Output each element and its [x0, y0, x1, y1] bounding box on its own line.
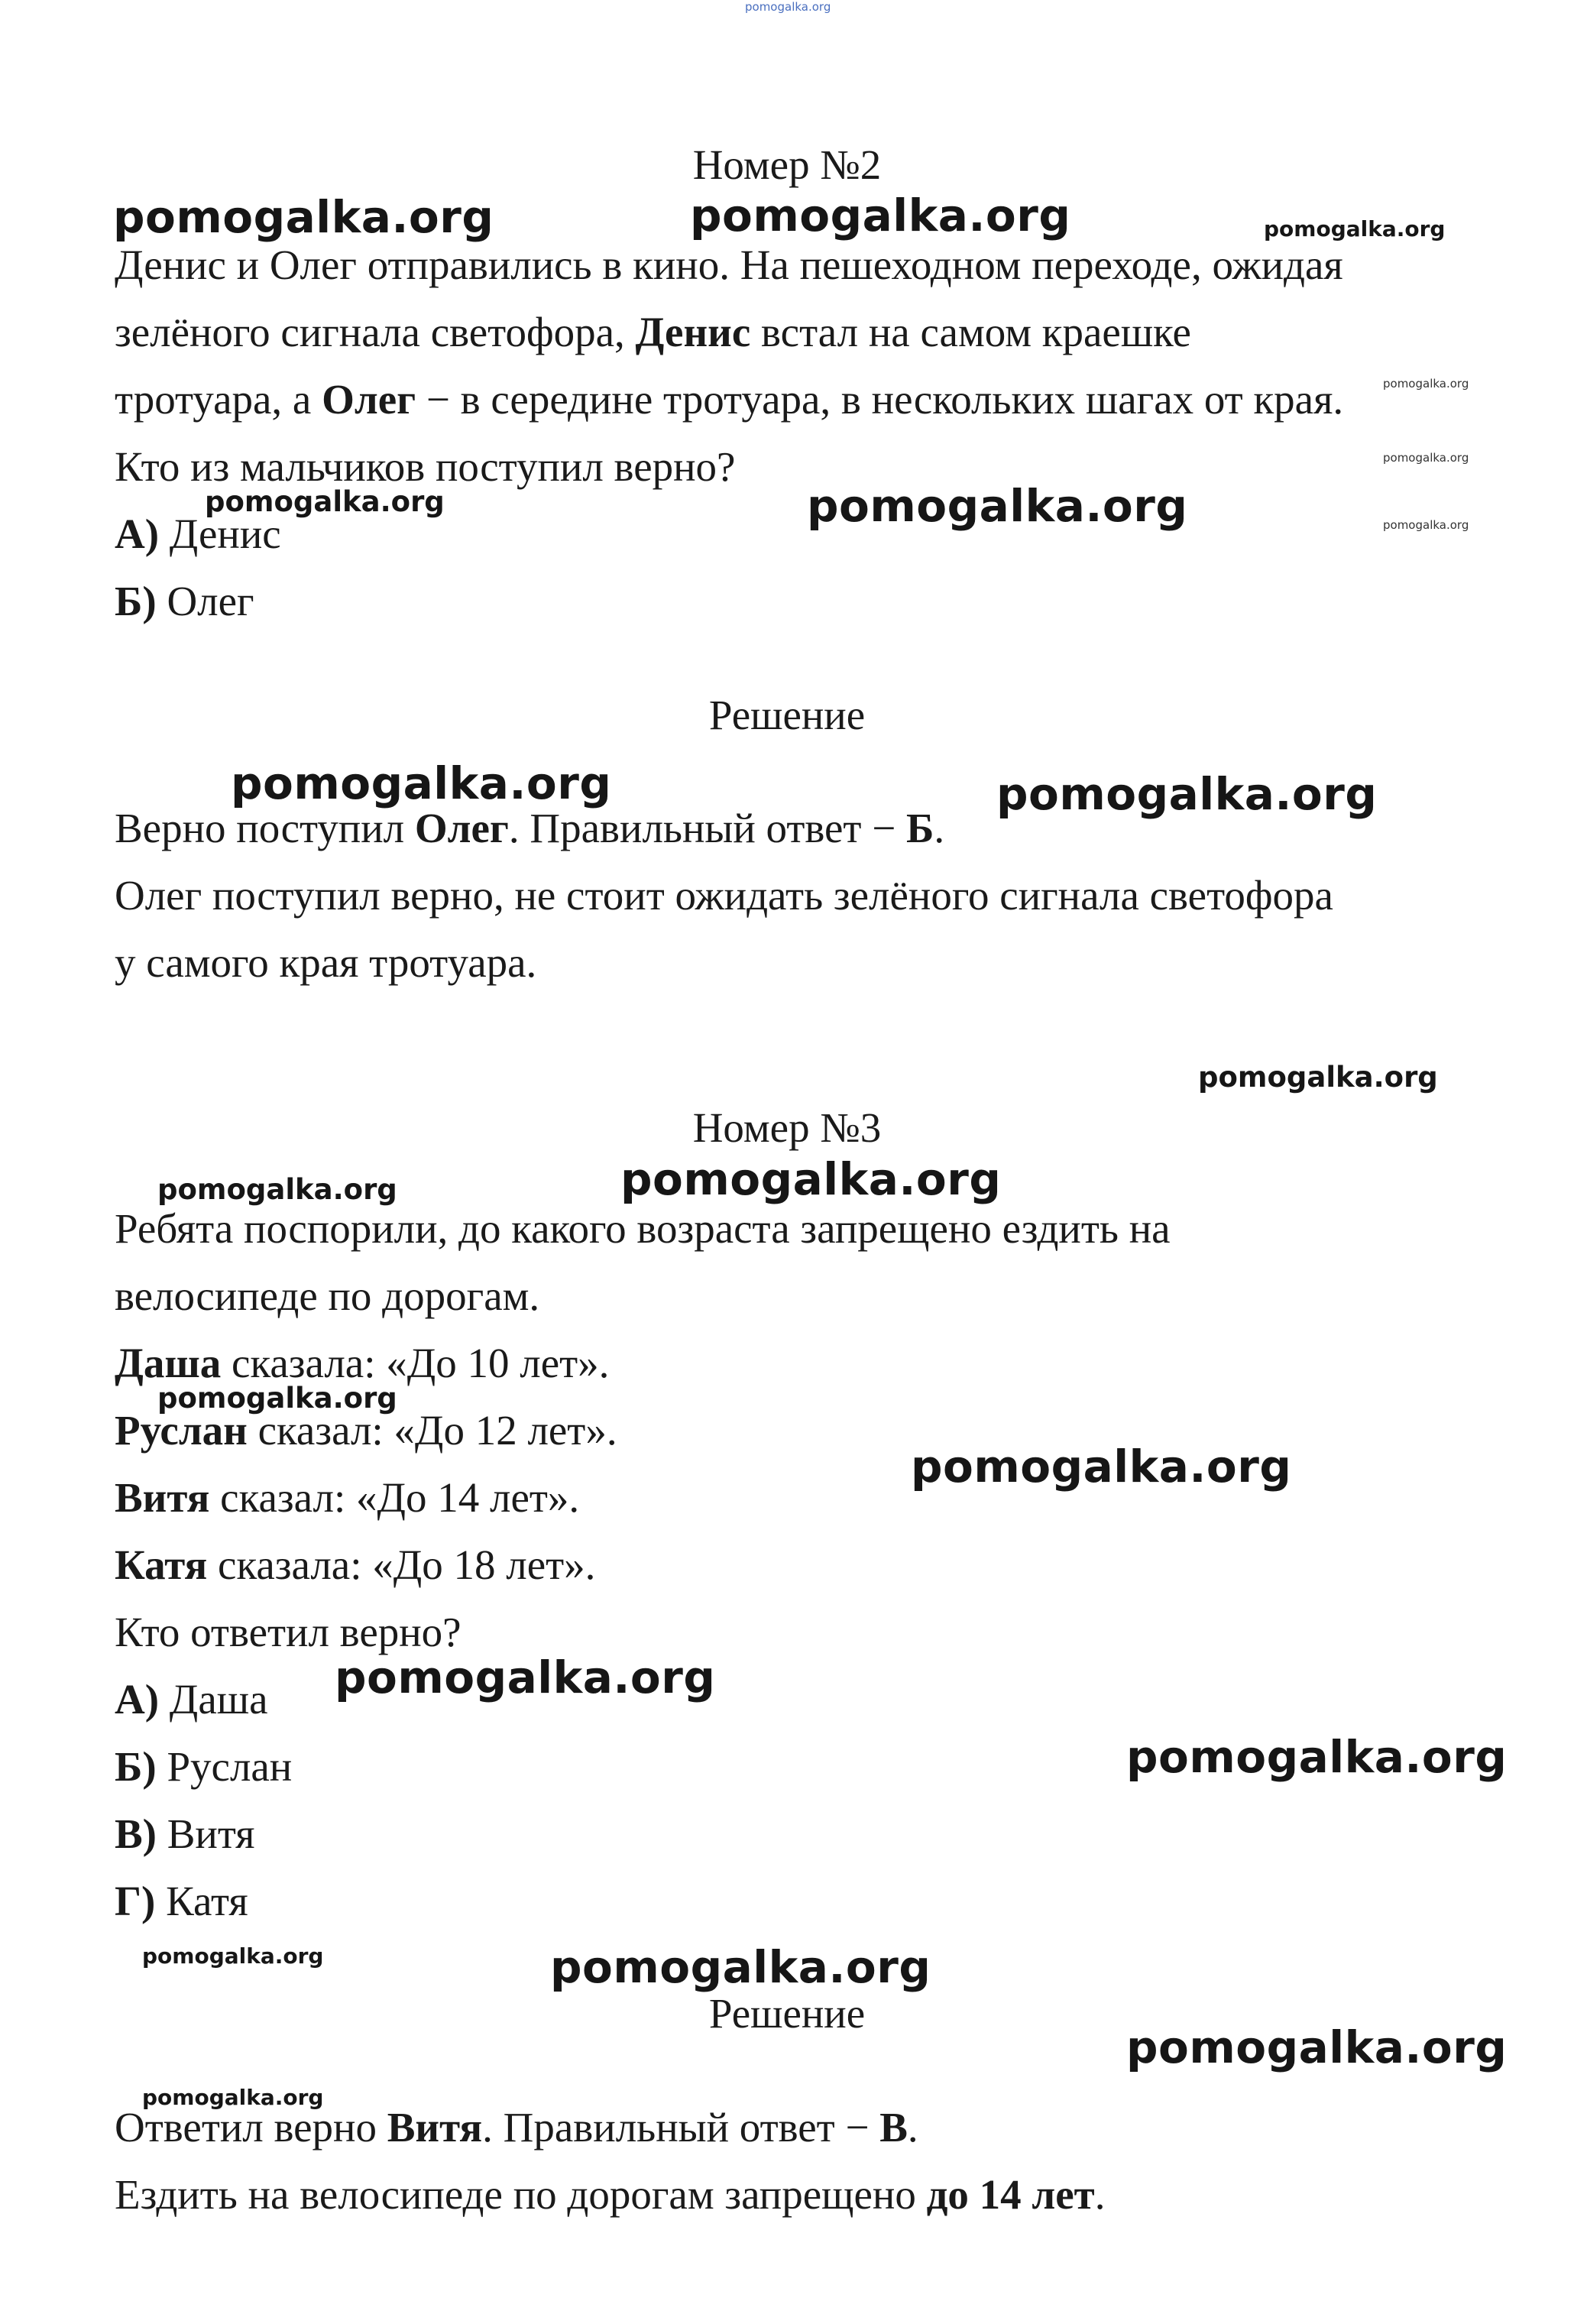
- watermark: pomogalka.org: [620, 1153, 1002, 1205]
- watermark: pomogalka.org: [690, 190, 1071, 241]
- task2-question-line-3: тротуара, а Олег − в середине тротуара, в нескольких шагах от края.: [115, 376, 1344, 423]
- watermark: pomogalka.org: [1383, 451, 1469, 465]
- task3-statement-katya: Катя сказала: «До 18 лет».: [115, 1541, 596, 1588]
- task2-solution-line-2: Олег поступил верно, не стоит ожидать зелёного сигнала светофора: [115, 872, 1333, 919]
- watermark: pomogalka.org: [996, 768, 1378, 820]
- watermark: pomogalka.org: [157, 1173, 397, 1206]
- watermark: pomogalka.org: [157, 1382, 397, 1415]
- task2-title: Номер №2: [692, 141, 882, 188]
- watermark: pomogalka.org: [1126, 2021, 1508, 2073]
- task3-question-line-2: велосипеде по дорогам.: [115, 1272, 540, 1319]
- task3-option-c: В) Витя: [115, 1810, 255, 1857]
- task3-option-b: Б) Руслан: [115, 1743, 293, 1790]
- watermark: pomogalka.org: [113, 191, 494, 243]
- task3-title: Номер №3: [692, 1104, 882, 1151]
- task3-statement-vitya: Витя сказал: «До 14 лет».: [115, 1474, 580, 1521]
- watermark: pomogalka.org: [205, 485, 445, 518]
- task3-statement-dasha: Даша сказала: «До 10 лет».: [115, 1340, 610, 1386]
- watermark: pomogalka.org: [1383, 518, 1469, 532]
- task3-option-a: А) Даша: [115, 1676, 268, 1723]
- watermark: pomogalka.org: [142, 2085, 324, 2110]
- watermark: pomogalka.org: [1264, 216, 1446, 241]
- task3-question-line-1: Ребята поспорили, до какого возраста запрещено ездить на: [115, 1205, 1171, 1252]
- watermark: pomogalka.org: [1383, 377, 1469, 391]
- task2-question-line-4: Кто из мальчиков поступил верно?: [115, 443, 736, 490]
- task2-solution-title: Решение: [708, 692, 866, 738]
- task3-question: Кто ответил верно?: [115, 1609, 462, 1655]
- task2-question-line-2: зелёного сигнала светофора, Денис встал на самом краешке: [115, 309, 1191, 355]
- task2-solution-line-3: у самого края тротуара.: [115, 939, 537, 986]
- watermark: pomogalka.org: [335, 1651, 716, 1703]
- watermark: pomogalka.org: [231, 757, 612, 809]
- watermark: pomogalka.org: [1198, 1061, 1438, 1094]
- watermark: pomogalka.org: [550, 1941, 931, 1993]
- watermark: pomogalka.org: [1126, 1731, 1508, 1783]
- watermark: pomogalka.org: [745, 0, 831, 14]
- watermark: pomogalka.org: [142, 1943, 324, 1969]
- task3-statement-ruslan: Руслан сказал: «До 12 лет».: [115, 1407, 617, 1454]
- task3-solution-line-2: Ездить на велосипеде по дорогам запрещено до 14 лет.: [115, 2171, 1106, 2218]
- task2-question-line-1: Денис и Олег отправились в кино. На пешеходном переходе, ожидая: [115, 241, 1343, 288]
- watermark: pomogalka.org: [807, 480, 1188, 532]
- task3-solution-title: Решение: [708, 1990, 866, 2037]
- task2-option-b: Б) Олег: [115, 578, 254, 624]
- task2-option-a: А) Денис: [115, 511, 281, 557]
- task3-option-d: Г) Катя: [115, 1878, 248, 1924]
- watermark: pomogalka.org: [911, 1441, 1292, 1493]
- task3-solution-line-1: Ответил верно Витя. Правильный ответ − В.: [115, 2104, 918, 2151]
- task2-solution-line-1: Верно поступил Олег. Правильный ответ − Б.: [115, 805, 945, 851]
